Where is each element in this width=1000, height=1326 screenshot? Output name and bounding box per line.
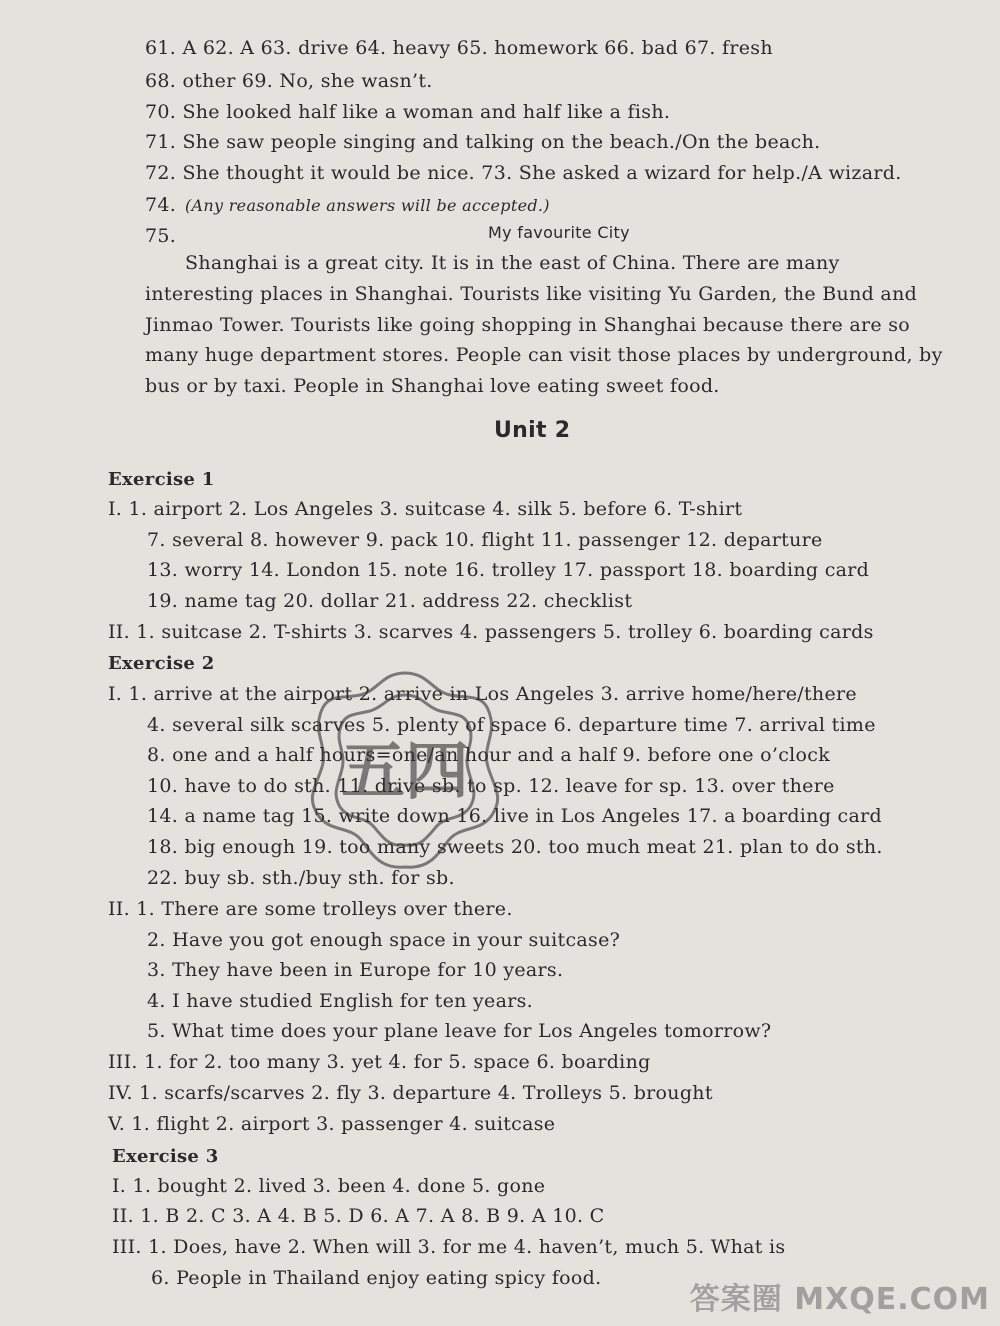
ex3-part2-line: II. 1. B 2. C 3. A 4. B 5. D 6. A 7. A 8. B 9. A 10. C bbox=[112, 1205, 605, 1227]
ex2-part3-line: III. 1. for 2. too many 3. yet 4. for 5. space 6. boarding bbox=[108, 1051, 651, 1073]
ex3-part3-line-1: III. 1. Does, have 2. When will 3. for me 4. haven’t, much 5. What is bbox=[112, 1236, 786, 1258]
answer-line-75-number: 75. bbox=[145, 225, 177, 247]
ex2-part1-line-4: 10. have to do sth. 11. drive sb. to sp. 12. leave for sp. 13. over there bbox=[147, 775, 835, 797]
ex1-part2-line-1: II. 1. suitcase 2. T-shirts 3. scarves 4. passengers 5. trolley 6. boarding cards bbox=[108, 621, 874, 643]
ex3-part3-line-2: 6. People in Thailand enjoy eating spicy food. bbox=[151, 1267, 602, 1289]
exercise-2-heading: Exercise 2 bbox=[108, 653, 215, 674]
ex1-part1-line-2: 7. several 8. however 9. pack 10. flight 11. passenger 12. departure bbox=[147, 529, 823, 551]
ex1-part1-line-4: 19. name tag 20. dollar 21. address 22. checklist bbox=[147, 590, 633, 612]
answer-line-74-number: 74. bbox=[145, 194, 177, 216]
ex1-part1-line-1: I. 1. airport 2. Los Angeles 3. suitcase 4. silk 5. before 6. T-shirt bbox=[108, 498, 743, 520]
ex2-part1-line-6: 18. big enough 19. too many sweets 20. too much meat 21. plan to do sth. bbox=[147, 836, 883, 858]
unit-title: Unit 2 bbox=[494, 418, 571, 443]
ex2-part1-line-2: 4. several silk scarves 5. plenty of space 6. departure time 7. arrival time bbox=[147, 714, 876, 736]
stamp-glyphs: 五四 bbox=[341, 735, 469, 809]
essay-line-4: many huge department stores. People can visit those places by underground, by bbox=[145, 344, 943, 366]
site-watermark: 答案圈 MXQE.COM bbox=[689, 1282, 990, 1317]
essay-line-2: interesting places in Shanghai. Tourists like visiting Yu Garden, the Bund and bbox=[145, 283, 918, 305]
essay-title: My favourite City bbox=[488, 223, 630, 242]
essay-line-5: bus or by taxi. People in Shanghai love eating sweet food. bbox=[145, 375, 720, 397]
ex2-part1-line-3: 8. one and a half hours=one/an hour and a half 9. before one o’clock bbox=[147, 744, 831, 766]
publisher-stamp bbox=[300, 665, 510, 875]
ex2-part2-line-2: 2. Have you got enough space in your suitcase? bbox=[147, 929, 621, 951]
answer-line-74-note: (Any reasonable answers will be accepted.) bbox=[185, 196, 550, 215]
ex1-part1-line-3: 13. worry 14. London 15. note 16. trolley 17. passport 18. boarding card bbox=[147, 559, 870, 581]
ex2-part2-line-5: 5. What time does your plane leave for Los Angeles tomorrow? bbox=[147, 1020, 772, 1042]
essay-line-1: Shanghai is a great city. It is in the east of China. There are many bbox=[185, 252, 840, 274]
ex2-part2-line-3: 3. They have been in Europe for 10 years. bbox=[147, 959, 564, 981]
ex2-part2-line-4: 4. I have studied English for ten years. bbox=[147, 990, 533, 1012]
ex2-part4-line: IV. 1. scarfs/scarves 2. fly 3. departure 4. Trolleys 5. brought bbox=[108, 1082, 713, 1104]
ex2-part1-line-5: 14. a name tag 15. write down 16. live in Los Angeles 17. a boarding card bbox=[147, 805, 882, 827]
answer-line-68: 68. other 69. No, she wasn’t. bbox=[145, 70, 433, 92]
ex2-part1-line-7: 22. buy sb. sth./buy sth. for sb. bbox=[147, 867, 455, 889]
answer-line-72: 72. She thought it would be nice. 73. She asked a wizard for help./A wizard. bbox=[145, 162, 902, 184]
answer-line-71: 71. She saw people singing and talking on the beach./On the beach. bbox=[145, 131, 821, 153]
answer-line-61: 61. A 62. A 63. drive 64. heavy 65. homework 66. bad 67. fresh bbox=[145, 37, 773, 59]
exercise-1-heading: Exercise 1 bbox=[108, 469, 215, 490]
ex3-part1-line: I. 1. bought 2. lived 3. been 4. done 5. gone bbox=[112, 1175, 546, 1197]
essay-line-3: Jinmao Tower. Tourists like going shopping in Shanghai because there are so bbox=[145, 314, 911, 336]
answer-line-70: 70. She looked half like a woman and half like a fish. bbox=[145, 101, 671, 123]
ex2-part2-line-1: II. 1. There are some trolleys over there. bbox=[108, 898, 513, 920]
ex2-part5-line: V. 1. flight 2. airport 3. passenger 4. suitcase bbox=[108, 1113, 556, 1135]
exercise-3-heading: Exercise 3 bbox=[112, 1146, 219, 1167]
ex2-part1-line-1: I. 1. arrive at the airport 2. arrive in Los Angeles 3. arrive home/here/there bbox=[108, 683, 857, 705]
